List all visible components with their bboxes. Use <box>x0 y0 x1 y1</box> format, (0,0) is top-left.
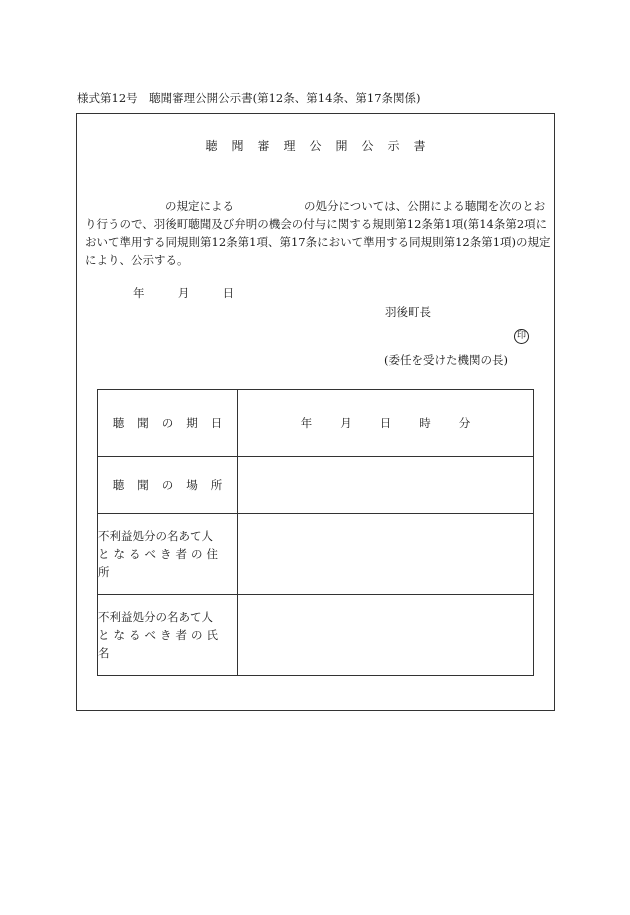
date-year: 年 <box>133 286 145 300</box>
row-label <box>98 608 237 662</box>
row-label-line-2: となるべき者の氏名 <box>98 628 222 660</box>
recipient-name-label <box>98 595 238 676</box>
table-row <box>98 390 534 457</box>
table-row <box>98 514 534 595</box>
dt-minute: 分 <box>458 416 471 430</box>
row-label-line-2: となるべき者の住所 <box>98 547 222 579</box>
row-label-line-1: 不利益処分の名あて人 <box>98 529 213 543</box>
body-line-1 <box>165 198 545 214</box>
dt-month: 月 <box>340 416 352 430</box>
delegate-note: (委任を受けた機関の長) <box>384 353 508 367</box>
body-line-1-part-1: の規定による <box>165 199 234 213</box>
document-frame <box>76 113 555 711</box>
hearing-place-value <box>238 457 534 514</box>
hearing-date-label <box>98 390 238 457</box>
date-month: 月 <box>177 286 190 300</box>
date-day: 日 <box>222 286 235 300</box>
hearing-info-table <box>97 389 534 676</box>
dt-day: 日 <box>379 416 392 430</box>
body-line-3: おいて準用する同規則第12条第1項、第17条において準用する同規則第12条第1項)の規定 <box>85 235 551 249</box>
mayor-title: 羽後町長 <box>385 305 431 319</box>
hearing-place-label <box>98 457 238 514</box>
body-line-1-part-2: の処分については、公開による聴聞を次のとお <box>304 199 546 213</box>
datetime-fields <box>238 415 533 431</box>
dt-hour: 時 <box>419 416 431 430</box>
body-line-2: り行うので、羽後町聴聞及び弁明の機会の付与に関する規則第12条第1項(第14条第2項に <box>85 217 548 231</box>
dt-year: 年 <box>300 416 313 430</box>
row-label: 聴聞の期日 <box>112 416 236 430</box>
document-title: 聴聞審理公開公示書 <box>205 139 440 153</box>
recipient-address-value <box>238 514 534 595</box>
hearing-date-value <box>238 390 534 457</box>
seal-mark: 印 <box>514 329 529 344</box>
recipient-name-value <box>238 595 534 676</box>
row-label: 聴聞の場所 <box>112 478 236 492</box>
body-line-4: により、公示する。 <box>85 253 189 267</box>
notice-date <box>133 285 234 301</box>
table-row <box>98 457 534 514</box>
row-label-line-1: 不利益処分の名あて人 <box>98 610 213 624</box>
table-row <box>98 595 534 676</box>
form-number-label: 様式第12号 聴聞審理公開公示書(第12条、第14条、第17条関係) <box>77 91 421 105</box>
recipient-address-label <box>98 514 238 595</box>
row-label <box>98 527 237 581</box>
